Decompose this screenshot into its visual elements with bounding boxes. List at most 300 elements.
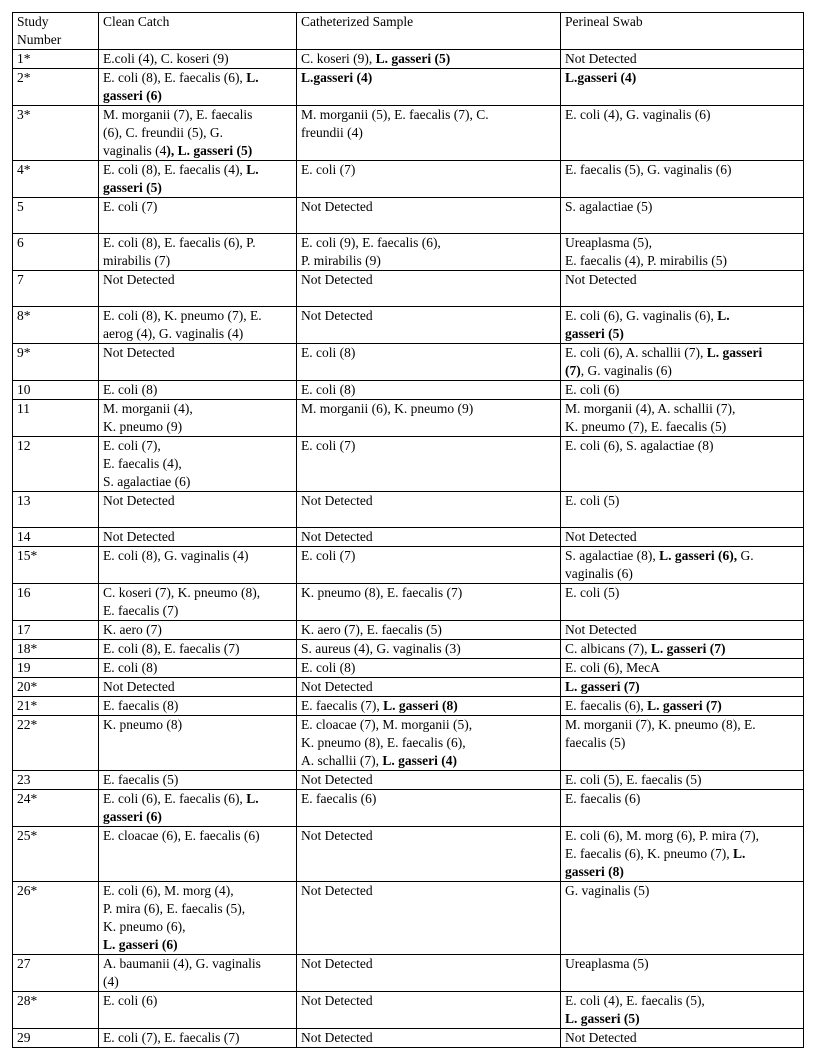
study-number-cell: [13, 584, 99, 621]
perineal-swab-cell: [561, 621, 804, 640]
study-number-cell: [13, 1029, 99, 1048]
cell-line: E. coli (7),: [103, 438, 161, 453]
bold-organism: L. gasseri (6),: [659, 548, 741, 563]
table-row: [13, 381, 804, 400]
table-row: [13, 437, 804, 492]
cell-line: K. pneumo (8), E. faecalis (6),: [301, 735, 466, 750]
perineal-swab-cell: [561, 547, 804, 584]
cell-line: E. coli (5): [565, 493, 620, 508]
cell-line: Not Detected: [565, 272, 637, 287]
study-number-cell: [13, 697, 99, 716]
perineal-swab-cell: [561, 528, 804, 547]
cell-line: E. coli (6), S. agalactiae (8): [565, 438, 714, 453]
clean-catch-cell: [99, 50, 297, 69]
cell-line: Not Detected: [301, 679, 373, 694]
cell-line: Not Detected: [565, 51, 637, 66]
cell-line: K. pneumo (9): [103, 419, 183, 434]
perineal-swab-cell: [561, 400, 804, 437]
study-number-cell: [13, 621, 99, 640]
catheterized-sample-cell: [297, 437, 561, 492]
cell-line: Not Detected: [103, 272, 175, 287]
bold-organism: gasseri (8): [565, 864, 624, 879]
cell-line: [565, 863, 799, 881]
catheterized-sample-cell: [297, 106, 561, 161]
table-row: [13, 547, 804, 584]
catheterized-sample-cell: [297, 621, 561, 640]
perineal-swab-cell: [561, 161, 804, 198]
clean-catch-cell: [99, 400, 297, 437]
clean-catch-cell: [99, 827, 297, 882]
perineal-swab-cell: [561, 69, 804, 106]
cell-line: 19: [17, 660, 31, 675]
cell-line: E. faecalis (6), L. gasseri (7): [565, 698, 722, 713]
catheterized-sample-cell: [297, 697, 561, 716]
cell-line: 28*: [17, 993, 38, 1008]
cell-line: E. coli (6): [103, 993, 158, 1008]
study-number-cell: [13, 234, 99, 271]
table-row: [13, 271, 804, 307]
cell-line: E. coli (8), E. faecalis (6), L.: [103, 70, 259, 85]
cell-line: [103, 87, 292, 105]
cell-line: [103, 179, 292, 197]
cell-line: 15*: [17, 548, 38, 563]
clean-catch-cell: [99, 381, 297, 400]
perineal-swab-cell: [561, 437, 804, 492]
cell-line: E. coli (4), E. faecalis (5),: [565, 993, 705, 1008]
clean-catch-cell: [99, 771, 297, 790]
study-number-cell: [13, 640, 99, 659]
cell-line: K. aero (7), E. faecalis (5): [301, 622, 442, 637]
cell-line: K. pneumo (8), E. faecalis (7): [301, 585, 463, 600]
table-row: [13, 400, 804, 437]
cell-line: E. faecalis (6): [565, 791, 641, 806]
perineal-swab-cell: [561, 827, 804, 882]
bold-organism: gasseri (6): [103, 809, 162, 824]
cell-line: E. faecalis (7), L. gasseri (8): [301, 698, 458, 713]
table-row: [13, 106, 804, 161]
cell-line: Not Detected: [301, 493, 373, 508]
cell-line: Not Detected: [301, 883, 373, 898]
cell-line: C. koseri (9), L. gasseri (5): [301, 51, 451, 66]
cell-line: 9*: [17, 345, 31, 360]
bold-organism: L. gasseri (5): [565, 1011, 640, 1026]
perineal-swab-cell: [561, 697, 804, 716]
header-study-number: [13, 13, 99, 50]
catheterized-sample-cell: [297, 716, 561, 771]
catheterized-sample-cell: [297, 381, 561, 400]
catheterized-sample-cell: [297, 271, 561, 307]
bold-organism: L. gasseri (8): [383, 698, 458, 713]
table-row: [13, 882, 804, 955]
bold-organism: L.: [717, 308, 730, 323]
perineal-swab-cell: [561, 344, 804, 381]
cell-line: 11: [17, 401, 30, 416]
cell-line: E. coli (8), E. faecalis (4), L.: [103, 162, 259, 177]
catheterized-sample-cell: [297, 492, 561, 528]
table-row: [13, 307, 804, 344]
document-page: [12, 12, 803, 1048]
study-number-cell: [13, 307, 99, 344]
cell-line: 10: [17, 382, 31, 397]
cell-line: E. coli (8): [301, 382, 356, 397]
clean-catch-cell: [99, 640, 297, 659]
cell-line: 1*: [17, 51, 31, 66]
catheterized-sample-cell: [297, 790, 561, 827]
cell-line: M. morganii (6), K. pneumo (9): [301, 401, 474, 416]
cell-line: 26*: [17, 883, 38, 898]
clean-catch-cell: [99, 716, 297, 771]
clean-catch-cell: [99, 528, 297, 547]
clean-catch-cell: [99, 790, 297, 827]
table-row: [13, 1029, 804, 1048]
cell-line: M. morganii (7), K. pneumo (8), E.: [565, 717, 756, 732]
study-number-cell: [13, 400, 99, 437]
cell-line: E. coli (6), G. vaginalis (6), L.: [565, 308, 730, 323]
cell-line: Not Detected: [565, 1030, 637, 1045]
catheterized-sample-cell: [297, 882, 561, 955]
catheterized-sample-cell: [297, 400, 561, 437]
perineal-swab-cell: [561, 882, 804, 955]
cell-line: E. faecalis (4), P. mirabilis (5): [565, 253, 727, 268]
cell-line: K. aero (7): [103, 622, 162, 637]
bold-organism: gasseri (5): [565, 326, 624, 341]
cell-line: E. coli (8): [103, 660, 158, 675]
cell-line: E. coli (5): [565, 585, 620, 600]
perineal-swab-cell: [561, 198, 804, 234]
study-number-cell: [13, 69, 99, 106]
perineal-swab-cell: [561, 307, 804, 344]
perineal-swab-cell: [561, 1029, 804, 1048]
header-row: [13, 13, 804, 50]
cell-line: E. coli (8), K. pneumo (7), E.: [103, 308, 262, 323]
study-number-cell: [13, 437, 99, 492]
cell-line: [565, 678, 799, 696]
clean-catch-cell: [99, 437, 297, 492]
cell-line: S. agalactiae (8), L. gasseri (6), G.: [565, 548, 754, 563]
cell-line: 7: [17, 272, 24, 287]
catheterized-sample-cell: [297, 955, 561, 992]
catheterized-sample-cell: [297, 1029, 561, 1048]
catheterized-sample-cell: [297, 50, 561, 69]
table-row: [13, 771, 804, 790]
cell-line: [103, 808, 292, 826]
cell-line: C. albicans (7), L. gasseri (7): [565, 641, 726, 656]
cell-line: aerog (4), G. vaginalis (4): [103, 326, 244, 341]
cell-line: E. faecalis (7): [103, 603, 179, 618]
cell-line: E. coli (9), E. faecalis (6),: [301, 235, 441, 250]
table-row: [13, 697, 804, 716]
cell-line: A. schallii (7), L. gasseri (4): [301, 753, 457, 768]
cell-line: Not Detected: [301, 772, 373, 787]
study-number-cell: [13, 955, 99, 992]
cell-line: Not Detected: [301, 993, 373, 1008]
perineal-swab-cell: [561, 50, 804, 69]
catheterized-sample-cell: [297, 827, 561, 882]
clean-catch-cell: [99, 234, 297, 271]
cell-line: 18*: [17, 641, 38, 656]
table-row: [13, 50, 804, 69]
cell-line: Not Detected: [103, 493, 175, 508]
cell-line: Not Detected: [301, 1030, 373, 1045]
table-row: [13, 161, 804, 198]
cell-line: E. coli (7): [301, 548, 356, 563]
table-row: [13, 621, 804, 640]
perineal-swab-cell: [561, 678, 804, 697]
cell-line: S. aureus (4), G. vaginalis (3): [301, 641, 461, 656]
results-table: [12, 12, 804, 1048]
cell-line: E. coli (5), E. faecalis (5): [565, 772, 702, 787]
catheterized-sample-cell: [297, 161, 561, 198]
cell-line: E. coli (8): [301, 345, 356, 360]
table-row: [13, 790, 804, 827]
cell-line: Not Detected: [301, 956, 373, 971]
catheterized-sample-cell: [297, 771, 561, 790]
bold-organism: L.: [246, 162, 259, 177]
bold-organism: L. gasseri (5): [375, 51, 451, 66]
study-number-cell: [13, 827, 99, 882]
perineal-swab-cell: [561, 271, 804, 307]
clean-catch-cell: [99, 307, 297, 344]
cell-line: E. coli (8), E. faecalis (7): [103, 641, 240, 656]
cell-line: Not Detected: [301, 308, 373, 323]
cell-line: E. coli (7): [103, 199, 158, 214]
study-number-cell: [13, 106, 99, 161]
clean-catch-cell: [99, 584, 297, 621]
perineal-swab-cell: [561, 640, 804, 659]
catheterized-sample-cell: [297, 528, 561, 547]
cell-line: 14: [17, 529, 31, 544]
cell-line: 20*: [17, 679, 38, 694]
cell-line: K. pneumo (8): [103, 717, 183, 732]
catheterized-sample-cell: [297, 678, 561, 697]
table-row: [13, 198, 804, 234]
cell-line: (6), C. freundii (5), G.: [103, 125, 223, 140]
table-body: [13, 50, 804, 1048]
cell-line: E. faecalis (6): [301, 791, 377, 806]
cell-line: 23: [17, 772, 31, 787]
perineal-swab-cell: [561, 716, 804, 771]
cell-line: Not Detected: [301, 272, 373, 287]
clean-catch-cell: [99, 547, 297, 584]
table-row: [13, 678, 804, 697]
cell-line: [565, 69, 799, 87]
cell-line: S. agalactiae (5): [565, 199, 653, 214]
table-row: [13, 659, 804, 678]
study-number-cell: [13, 547, 99, 584]
perineal-swab-cell: [561, 381, 804, 400]
cell-line: Ureaplasma (5),: [565, 235, 652, 250]
clean-catch-cell: [99, 69, 297, 106]
cell-line: E. cloacae (7), M. morganii (5),: [301, 717, 473, 732]
cell-line: vaginalis (4), L. gasseri (5): [103, 143, 253, 158]
cell-line: 21*: [17, 698, 38, 713]
catheterized-sample-cell: [297, 584, 561, 621]
cell-line: 27: [17, 956, 31, 971]
table-row: [13, 640, 804, 659]
header-clean-catch: Clean Catch: [99, 13, 297, 50]
cell-line: 12: [17, 438, 31, 453]
cell-line: 2*: [17, 70, 31, 85]
cell-line: E. faecalis (4),: [103, 456, 182, 471]
cell-line: 13: [17, 493, 31, 508]
cell-line: P. mirabilis (9): [301, 253, 381, 268]
cell-line: faecalis (5): [565, 735, 626, 750]
bold-organism: ), L. gasseri (5): [166, 143, 253, 158]
cell-line: E. cloacae (6), E. faecalis (6): [103, 828, 260, 843]
catheterized-sample-cell: [297, 69, 561, 106]
cell-line: A. baumanii (4), G. vaginalis: [103, 956, 261, 971]
catheterized-sample-cell: [297, 659, 561, 678]
clean-catch-cell: [99, 955, 297, 992]
cell-line: Ureaplasma (5): [565, 956, 649, 971]
catheterized-sample-cell: [297, 198, 561, 234]
cell-line: Not Detected: [565, 622, 637, 637]
cell-line: E. faecalis (8): [103, 698, 179, 713]
table-row: [13, 716, 804, 771]
cell-line: E. coli (7): [301, 438, 356, 453]
bold-organism: L. gasseri (4): [382, 753, 457, 768]
catheterized-sample-cell: [297, 344, 561, 381]
cell-line: (7), G. vaginalis (6): [565, 363, 672, 378]
bold-organism: L. gasseri: [706, 345, 763, 360]
cell-line: E. coli (8), E. faecalis (6), P.: [103, 235, 256, 250]
cell-line: E.coli (4), C. koseri (9): [103, 51, 229, 66]
cell-line: E. coli (7), E. faecalis (7): [103, 1030, 240, 1045]
table-row: [13, 584, 804, 621]
cell-line: mirabilis (7): [103, 253, 171, 268]
catheterized-sample-cell: [297, 234, 561, 271]
clean-catch-cell: [99, 678, 297, 697]
cell-line: 4*: [17, 162, 31, 177]
cell-line: E. coli (6): [565, 382, 620, 397]
table-row: [13, 492, 804, 528]
cell-line: 6: [17, 235, 24, 250]
cell-line: E. coli (6), M. morg (6), P. mira (7),: [565, 828, 759, 843]
study-number-cell: [13, 492, 99, 528]
header-line: Study: [17, 14, 49, 29]
cell-line: [301, 69, 556, 87]
bold-organism: gasseri (5): [103, 180, 162, 195]
study-number-cell: [13, 161, 99, 198]
cell-line: vaginalis (6): [565, 566, 633, 581]
cell-line: K. pneumo (6),: [103, 919, 186, 934]
bold-organism: L.: [732, 846, 746, 861]
table-row: [13, 69, 804, 106]
catheterized-sample-cell: [297, 547, 561, 584]
study-number-cell: [13, 790, 99, 827]
clean-catch-cell: [99, 1029, 297, 1048]
cell-line: freundii (4): [301, 125, 363, 140]
study-number-cell: [13, 271, 99, 307]
cell-line: Not Detected: [565, 529, 637, 544]
study-number-cell: [13, 771, 99, 790]
cell-line: G. vaginalis (5): [565, 883, 650, 898]
study-number-cell: [13, 678, 99, 697]
clean-catch-cell: [99, 659, 297, 678]
bold-organism: L.gasseri (4): [565, 70, 637, 85]
table-row: [13, 234, 804, 271]
table-row: [13, 344, 804, 381]
study-number-cell: [13, 381, 99, 400]
bold-organism: L.gasseri (4): [301, 70, 373, 85]
cell-line: P. mira (6), E. faecalis (5),: [103, 901, 246, 916]
header-line: Number: [17, 32, 62, 47]
table-row: [13, 528, 804, 547]
cell-line: [103, 936, 292, 954]
cell-line: (4): [103, 974, 119, 989]
clean-catch-cell: [99, 106, 297, 161]
cell-line: E. faecalis (5): [103, 772, 179, 787]
study-number-cell: [13, 198, 99, 234]
clean-catch-cell: [99, 882, 297, 955]
cell-line: 3*: [17, 107, 31, 122]
study-number-cell: [13, 659, 99, 678]
cell-line: E. coli (7): [301, 162, 356, 177]
perineal-swab-cell: [561, 659, 804, 678]
cell-line: 24*: [17, 791, 38, 806]
cell-line: M. morganii (4), A. schallii (7),: [565, 401, 736, 416]
clean-catch-cell: [99, 697, 297, 716]
clean-catch-cell: [99, 344, 297, 381]
perineal-swab-cell: [561, 771, 804, 790]
perineal-swab-cell: [561, 234, 804, 271]
cell-line: Not Detected: [301, 828, 373, 843]
study-number-cell: [13, 716, 99, 771]
bold-organism: L. gasseri (7): [650, 641, 726, 656]
clean-catch-cell: [99, 492, 297, 528]
cell-line: E. coli (6), A. schallii (7), L. gasseri: [565, 345, 763, 360]
clean-catch-cell: [99, 271, 297, 307]
cell-line: 29: [17, 1030, 31, 1045]
clean-catch-cell: [99, 621, 297, 640]
cell-line: M. morganii (5), E. faecalis (7), C.: [301, 107, 489, 122]
cell-line: E. faecalis (5), G. vaginalis (6): [565, 162, 732, 177]
bold-organism: L.: [246, 791, 259, 806]
perineal-swab-cell: [561, 492, 804, 528]
bold-organism: (7): [565, 363, 581, 378]
cell-line: 16: [17, 585, 31, 600]
cell-line: 8*: [17, 308, 31, 323]
study-number-cell: [13, 882, 99, 955]
study-number-cell: [13, 344, 99, 381]
cell-line: Not Detected: [301, 199, 373, 214]
perineal-swab-cell: [561, 790, 804, 827]
clean-catch-cell: [99, 161, 297, 198]
cell-line: Not Detected: [103, 679, 175, 694]
bold-organism: L. gasseri (7): [647, 698, 722, 713]
perineal-swab-cell: [561, 955, 804, 992]
cell-line: E. coli (8): [103, 382, 158, 397]
cell-line: E. coli (6), E. faecalis (6), L.: [103, 791, 259, 806]
header-catheterized-sample: Catheterized Sample: [297, 13, 561, 50]
cell-line: C. koseri (7), K. pneumo (8),: [103, 585, 261, 600]
cell-line: E. coli (6), MecA: [565, 660, 660, 675]
catheterized-sample-cell: [297, 640, 561, 659]
cell-line: Not Detected: [301, 529, 373, 544]
table-row: [13, 955, 804, 992]
cell-line: E. coli (8), G. vaginalis (4): [103, 548, 249, 563]
cell-line: 25*: [17, 828, 38, 843]
cell-line: E. coli (8): [301, 660, 356, 675]
bold-organism: gasseri (6): [103, 88, 162, 103]
cell-line: Not Detected: [103, 529, 175, 544]
clean-catch-cell: [99, 198, 297, 234]
perineal-swab-cell: [561, 584, 804, 621]
cell-line: 5: [17, 199, 24, 214]
bold-organism: L.: [246, 70, 259, 85]
perineal-swab-cell: [561, 106, 804, 161]
cell-line: S. agalactiae (6): [103, 474, 191, 489]
